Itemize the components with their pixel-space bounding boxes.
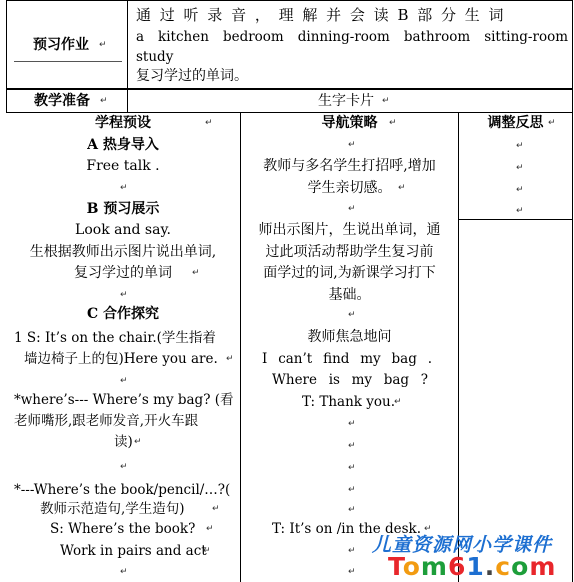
- row-divider-1: [6, 88, 572, 90]
- preview-line-1: 生根据教师出示图片说出单词,: [29, 244, 217, 260]
- strategy-a-line-1: 教师与多名学生打招呼,增加: [263, 158, 436, 174]
- word: sitting-room: [484, 29, 569, 45]
- strategy-b-line-1: 师出示图片，生说出单词，通: [258, 222, 441, 238]
- paragraph-mark: [203, 546, 211, 556]
- paragraph-mark: [348, 419, 356, 429]
- label-underline: [14, 61, 122, 62]
- word: bedroom: [222, 29, 284, 45]
- explore-line-5: 读): [114, 434, 133, 450]
- paragraph-mark: [120, 290, 128, 300]
- paragraph-mark: [398, 183, 406, 193]
- paragraph-mark: [348, 310, 356, 320]
- strategy-b-line-3: 面学过的词,为新课学习打下: [263, 265, 436, 281]
- paragraph-mark: [389, 118, 397, 128]
- paragraph-mark: [516, 185, 524, 195]
- paragraph-mark: [394, 397, 402, 407]
- paragraph-mark: [548, 118, 556, 128]
- paragraph-mark: [516, 163, 524, 173]
- paragraph-mark: [516, 141, 524, 151]
- paragraph-mark: [99, 40, 107, 50]
- paragraph-mark: [348, 546, 356, 556]
- section-a-title: A 热身导入: [87, 137, 159, 153]
- explore-line-9: Work in pairs and act: [60, 543, 207, 559]
- header-strategy: 导航策略: [321, 115, 378, 131]
- watermark-logo: Tom61.com: [388, 552, 557, 581]
- paragraph-mark: [134, 437, 142, 447]
- paragraph-mark: [120, 567, 128, 577]
- paragraph-mark: [348, 485, 356, 495]
- watermark-text: 儿童资源网小学课件: [372, 534, 553, 556]
- paragraph-mark: [348, 140, 356, 150]
- explore-line-8: S: Where’s the book?: [50, 521, 196, 537]
- explore-line-4: 老师嘴形,跟老师发音,开火车跟: [14, 413, 199, 429]
- explore-line-3: *where’s--- Where’s my bag? (看: [14, 392, 234, 408]
- strategy-c-line-5: T: It’s on /in the desk.: [272, 521, 422, 537]
- strategy-c-line-1: 教师焦急地问: [307, 329, 392, 345]
- explore-line-1: 1 S: It’s on the chair.(学生指着: [14, 330, 216, 346]
- paragraph-mark: [120, 376, 128, 386]
- paragraph-mark: [516, 206, 524, 216]
- free-talk: Free talk .: [86, 158, 160, 174]
- homework-label: 预习作业: [33, 37, 89, 53]
- section-c-title: C 合作探究: [86, 306, 160, 322]
- header-reflection: 调整反思: [487, 115, 544, 131]
- preparation-label: 教学准备: [34, 93, 90, 109]
- section-b-title: B 预习展示: [86, 201, 160, 217]
- paragraph-mark: [348, 463, 356, 473]
- paragraph-mark: [120, 183, 128, 193]
- explore-line-7: 教师示范造句,学生造句): [40, 501, 185, 517]
- row-divider-2: [6, 112, 572, 113]
- strategy-b-line-4: 基础。: [328, 287, 371, 303]
- paragraph-mark: [348, 505, 356, 515]
- word: dinning-room: [297, 29, 390, 45]
- paragraph-mark: [382, 96, 390, 106]
- paragraph-mark: [206, 524, 214, 534]
- paragraph-mark: [192, 268, 200, 278]
- paragraph-mark: [348, 441, 356, 451]
- table-border-right: [572, 0, 573, 582]
- preparation-value: 生字卡片: [318, 93, 374, 109]
- homework-line-1: 通 过 听 录 音 ， 理 解 并 会 读 B 部 分 生 词: [136, 6, 506, 24]
- paragraph-mark: [348, 567, 356, 577]
- strategy-a-line-2: 学生亲切感。: [307, 180, 392, 196]
- paragraph-mark: [205, 118, 213, 128]
- paragraph-mark: [120, 462, 128, 472]
- word: bathroom: [403, 29, 471, 45]
- paragraph-mark: [100, 96, 108, 106]
- homework-line-4: 复习学过的单词。: [136, 68, 248, 84]
- paragraph-mark: [226, 354, 234, 364]
- explore-line-2: 墙边椅子上的包)Here you are.: [24, 351, 218, 367]
- look-and-say: Look and say.: [75, 222, 171, 238]
- label-column-divider: [127, 0, 128, 113]
- paragraph-mark: [212, 504, 220, 514]
- homework-words-row: [136, 28, 568, 46]
- homework-line-3: study: [136, 49, 174, 65]
- strategy-c-line-2: I can’t find my bag .: [262, 351, 433, 367]
- header-process: 学程预设: [95, 115, 151, 131]
- preview-line-2: 复习学过的单词: [74, 265, 172, 281]
- strategy-c-line-4: T: Thank you.: [302, 394, 396, 410]
- strategy-b-line-2: 过此项活动帮助学生复习前: [265, 244, 434, 260]
- table-border-left: [6, 0, 7, 113]
- paragraph-mark: [348, 204, 356, 214]
- reflection-column-line: [458, 219, 572, 220]
- word: a kitchen: [136, 29, 209, 45]
- column-divider-2: [458, 112, 459, 582]
- strategy-c-line-3: Where is my bag ?: [272, 372, 428, 388]
- table-border-top: [6, 0, 572, 1]
- explore-line-6: *---Where’s the book/pencil/…?(: [14, 482, 231, 498]
